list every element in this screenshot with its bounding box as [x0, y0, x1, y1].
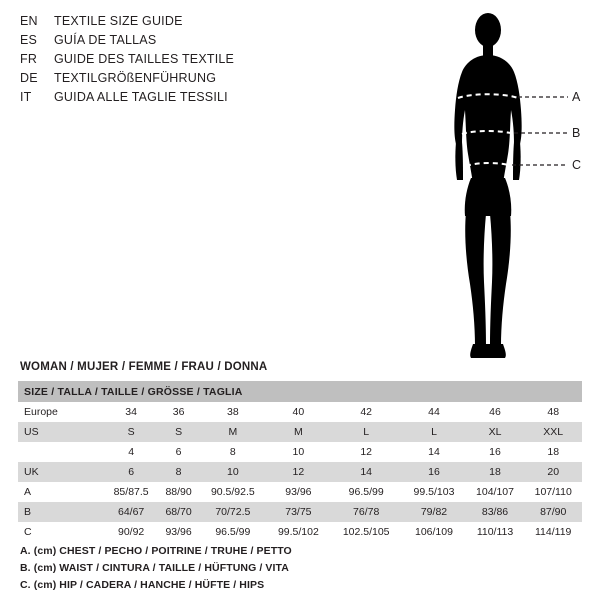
female-silhouette-icon	[400, 8, 590, 368]
language-row	[20, 90, 320, 109]
cell: 104/107	[466, 482, 525, 502]
cell: 110/113	[466, 522, 525, 542]
cell: 46	[466, 402, 525, 422]
marker-label-a: A	[572, 90, 581, 104]
cell: 64/67	[104, 502, 158, 522]
cell: 90.5/92.5	[199, 482, 267, 502]
cell: 93/96	[158, 522, 199, 542]
cell: 79/82	[402, 502, 465, 522]
cell: 70/72.5	[199, 502, 267, 522]
language-code: DE	[20, 71, 38, 85]
cell: 99.5/103	[402, 482, 465, 502]
cell: 87/90	[524, 502, 582, 522]
cell: S	[158, 422, 199, 442]
cell: 76/78	[330, 502, 402, 522]
size-table-wrap	[18, 381, 582, 542]
cell: 85/87.5	[104, 482, 158, 502]
cell: 42	[330, 402, 402, 422]
cell: 107/110	[524, 482, 582, 502]
table-header-label: SIZE / TALLA / TAILLE / GRÖSSE / TAGLIA	[24, 385, 243, 398]
cell: 38	[199, 402, 267, 422]
row-label: Europe	[18, 402, 104, 422]
cell: 68/70	[158, 502, 199, 522]
cell: L	[402, 422, 465, 442]
cell: 14	[330, 462, 402, 482]
cell: 36	[158, 402, 199, 422]
table-header-row	[18, 381, 582, 402]
cell: XL	[466, 422, 525, 442]
cell: 106/109	[402, 522, 465, 542]
language-row	[20, 14, 320, 33]
table-row	[18, 462, 582, 482]
language-code: ES	[20, 33, 38, 47]
cell: 10	[199, 462, 267, 482]
table-row	[18, 482, 582, 502]
table-row	[18, 422, 582, 442]
cell: 16	[466, 442, 525, 462]
cell: 96.5/99	[199, 522, 267, 542]
marker-label-c: C	[572, 158, 582, 172]
measurement-legend	[20, 543, 580, 594]
cell: 14	[402, 442, 465, 462]
table-row	[18, 402, 582, 422]
cell: 20	[524, 462, 582, 482]
cell: 99.5/102	[267, 522, 330, 542]
row-label	[18, 442, 104, 462]
cell: 4	[104, 442, 158, 462]
cell: 102.5/105	[330, 522, 402, 542]
section-title-woman: WOMAN / MUJER / FEMME / FRAU / DONNA	[20, 361, 268, 373]
cell: S	[104, 422, 158, 442]
cell: 8	[199, 442, 267, 462]
row-label: UK	[18, 462, 104, 482]
language-title: GUÍA DE TALLAS	[54, 33, 157, 47]
language-row	[20, 33, 320, 52]
cell: 12	[330, 442, 402, 462]
legend-line-c: C. (cm) HIP / CADERA / HANCHE / HÜFTE / HIPS	[20, 579, 265, 591]
cell: 93/96	[267, 482, 330, 502]
language-row	[20, 52, 320, 71]
legend-line-b: B. (cm) WAIST / CINTURA / TAILLE / HÜFTUNG / VITA	[20, 562, 289, 574]
cell: 6	[104, 462, 158, 482]
cell: 88/90	[158, 482, 199, 502]
cell: 96.5/99	[330, 482, 402, 502]
cell: XXL	[524, 422, 582, 442]
cell: 10	[267, 442, 330, 462]
cell: 8	[158, 462, 199, 482]
cell: 16	[402, 462, 465, 482]
language-title: TEXTILGRÖßENFÜHRUNG	[54, 71, 217, 85]
cell: 6	[158, 442, 199, 462]
cell: 18	[466, 462, 525, 482]
language-header-list	[20, 14, 320, 109]
table-row	[18, 442, 582, 462]
row-label: A	[18, 482, 104, 502]
language-code: IT	[20, 90, 32, 104]
body-figure	[400, 8, 590, 368]
cell: 12	[267, 462, 330, 482]
marker-label-b: B	[572, 126, 581, 140]
cell: 40	[267, 402, 330, 422]
cell: 44	[402, 402, 465, 422]
row-label: US	[18, 422, 104, 442]
language-code: EN	[20, 14, 38, 28]
cell: M	[267, 422, 330, 442]
row-label: B	[18, 502, 104, 522]
cell: 73/75	[267, 502, 330, 522]
cell: 114/119	[524, 522, 582, 542]
language-title: GUIDE DES TAILLES TEXTILE	[54, 52, 235, 66]
table-row	[18, 502, 582, 522]
cell: 90/92	[104, 522, 158, 542]
row-label: C	[18, 522, 104, 542]
cell: 83/86	[466, 502, 525, 522]
language-title: GUIDA ALLE TAGLIE TESSILI	[54, 90, 228, 104]
language-code: FR	[20, 52, 38, 66]
size-table	[18, 381, 582, 542]
cell: 18	[524, 442, 582, 462]
language-row	[20, 71, 320, 90]
cell: 34	[104, 402, 158, 422]
language-title: TEXTILE SIZE GUIDE	[54, 14, 183, 28]
cell: 48	[524, 402, 582, 422]
legend-line-a: A. (cm) CHEST / PECHO / POITRINE / TRUHE / PETTO	[20, 545, 292, 557]
cell: L	[330, 422, 402, 442]
table-row	[18, 522, 582, 542]
cell: M	[199, 422, 267, 442]
